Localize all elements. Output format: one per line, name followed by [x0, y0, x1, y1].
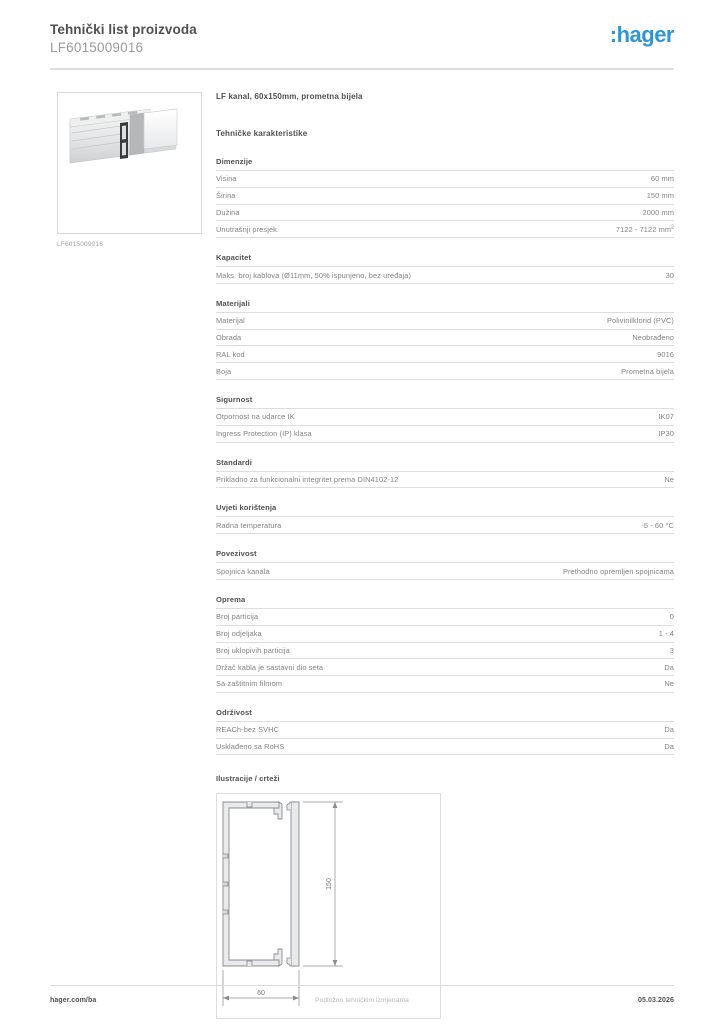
hager-logo: :hager: [609, 22, 674, 47]
spec-value: 150 mm: [646, 191, 674, 201]
page-footer: [50, 992, 674, 1008]
footer-website[interactable]: hager.com/ba: [50, 996, 97, 1004]
dimension-label-vertical: 150: [326, 878, 333, 891]
spec-table: [216, 312, 674, 380]
table-row: [216, 517, 674, 534]
spec-label: Širina: [216, 191, 236, 201]
section-title: Održivost: [216, 707, 252, 717]
table-row: [216, 721, 674, 738]
spec-section: [216, 549, 674, 580]
spec-value: 60 mm: [650, 174, 674, 184]
spec-value: 30: [665, 270, 674, 280]
document-reference: LF6015009016: [50, 39, 144, 55]
footer-divider: [50, 985, 674, 986]
section-title: Dimenzije: [216, 157, 253, 166]
spec-table: [216, 562, 674, 580]
spec-value: IK07: [658, 412, 674, 422]
table-row: [216, 659, 674, 676]
table-row: [216, 363, 674, 380]
table-row: [216, 563, 674, 580]
spec-table: [216, 170, 674, 238]
spec-section: [216, 503, 674, 534]
spec-label: REACh-bez SVHC: [216, 725, 280, 735]
table-row: [216, 346, 674, 363]
table-row: [216, 187, 674, 204]
section-title: Materijali: [216, 298, 250, 308]
spec-value: -5 - 60 °C: [641, 520, 674, 530]
spec-label: RAL kod: [216, 349, 245, 359]
illustration-heading: Ilustracije / crteži: [216, 774, 280, 784]
spec-table: [216, 471, 674, 489]
table-row: [216, 221, 674, 238]
spec-label: Broj odjeljaka: [216, 629, 262, 639]
spec-section: [216, 458, 674, 489]
spec-section: [216, 253, 674, 284]
spec-label: Sa zaštitnim filmom: [216, 679, 282, 689]
spec-label: Prikladno za funkcionalni integritet prema DIN4102-12: [216, 474, 399, 484]
spec-label: Visina: [216, 174, 237, 184]
table-row: [216, 676, 674, 693]
spec-sections: [216, 157, 674, 755]
spec-section: [216, 395, 674, 443]
section-title: Povezivost: [216, 549, 257, 559]
spec-value: Ne: [664, 679, 674, 689]
spec-table: [216, 516, 674, 534]
spec-section: [216, 299, 674, 380]
spec-value: Prometna bijela: [621, 366, 674, 376]
section-title: Sigurnost: [216, 395, 253, 405]
section-title: Uvjeti korištenja: [216, 503, 277, 513]
spec-label: Broj uklopivih particija: [216, 645, 290, 655]
spec-label: Materijal: [216, 316, 245, 326]
spec-value: IP30: [658, 429, 674, 439]
spec-section: [216, 157, 674, 238]
table-row: [216, 642, 674, 659]
product-name: LF kanal, 60x150mm, prometna bijela: [216, 92, 363, 101]
footer-date: 05.03.2026: [637, 996, 674, 1004]
spec-label: Usklađeno sa RoHS: [216, 742, 285, 752]
table-row: [216, 171, 674, 188]
spec-value: Da: [664, 742, 674, 752]
spec-value: Prethodno opremljen spojnicama: [562, 566, 674, 576]
table-row: [216, 329, 674, 346]
spec-value: Neobrađeno: [632, 333, 674, 343]
table-row: [216, 267, 674, 284]
section-title: Standardi: [216, 457, 252, 467]
section-title: Kapacitet: [216, 253, 252, 263]
spec-value: 2000 mm: [642, 207, 674, 217]
page-title: Tehnički list proizvoda: [50, 22, 197, 37]
header-titles: [50, 22, 197, 57]
dimension-label-horizontal: 60: [257, 990, 265, 998]
spec-label: Dužina: [216, 207, 240, 217]
spec-label: Ingress Protection (IP) klasa: [216, 429, 312, 439]
section-title: Oprema: [216, 594, 246, 604]
superscript: 2: [671, 224, 674, 231]
spec-label: Boja: [216, 366, 232, 376]
table-row: [216, 312, 674, 329]
spec-table: [216, 608, 674, 693]
product-image-caption: LF6015009016: [57, 241, 104, 248]
product-photo-cable-trunking-icon: [58, 93, 201, 233]
spec-label: Obrada: [216, 333, 242, 343]
spec-table: [216, 408, 674, 443]
spec-table: [216, 266, 674, 284]
table-row: [216, 608, 674, 625]
spec-value: 0: [669, 612, 674, 622]
product-photo-frame: [57, 92, 202, 234]
spec-value: Da: [664, 725, 674, 735]
footer-disclaimer: Podložno tehničkim izmjenama: [315, 996, 409, 1004]
specs-heading: Tehničke karakteristike: [216, 129, 308, 138]
header-divider: [50, 68, 674, 70]
table-row: [216, 409, 674, 426]
table-row: [216, 738, 674, 755]
spec-value: 3: [669, 645, 674, 655]
spec-label: Broj particija: [216, 612, 259, 622]
table-row: [216, 471, 674, 488]
spec-label: Unutrašnji presjek: [216, 224, 277, 234]
page-header: [50, 22, 674, 68]
spec-content: [216, 92, 674, 1019]
spec-value: 9016: [657, 349, 674, 359]
product-image-column: [57, 92, 202, 248]
spec-value: Da: [664, 662, 674, 672]
spec-label: Maks. broj kablova (Ø11mm, 50% ispunjeno, bez uređaja): [216, 270, 412, 280]
spec-label: Radna temperatura: [216, 520, 282, 530]
table-row: [216, 625, 674, 642]
spec-label: Spojnica kanala: [216, 566, 270, 576]
spec-section: [216, 708, 674, 756]
spec-value: Ne: [664, 474, 674, 484]
table-row: [216, 204, 674, 221]
spec-label: Držač kabla je sastavni dio seta: [216, 662, 324, 672]
spec-value: 7122 - 7122 $mm^2$: [615, 224, 674, 234]
spec-section: [216, 595, 674, 693]
spec-table: [216, 721, 674, 756]
spec-value: Polivinilklorid (PVC): [607, 316, 674, 326]
table-row: [216, 425, 674, 442]
spec-label: Otpornost na udarce IK: [216, 412, 295, 422]
spec-value: 1 - 4: [658, 629, 674, 639]
